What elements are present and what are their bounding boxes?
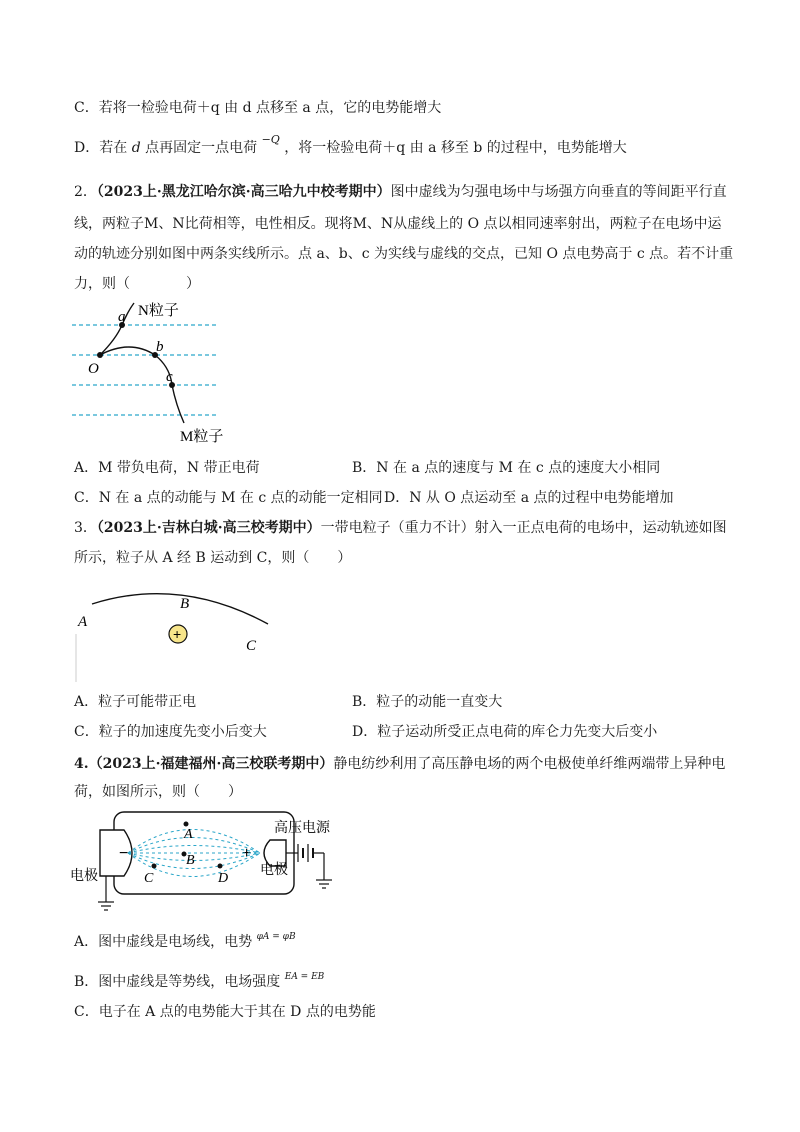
q2-option-b: B．N 在 a 点的速度与 M 在 c 点的速度大小相同 [352, 460, 661, 476]
q3-stem-text-1: 一带电粒子（重力不计）射入一正点电荷的电场中，运动轨迹如图 [320, 520, 727, 536]
q3-figure [70, 582, 290, 682]
q1-option-d-text-1: D．若在 [74, 140, 128, 156]
q4-label-c: C [144, 871, 154, 886]
q2-label-a: a [118, 309, 126, 325]
q3-label-b: B [180, 596, 190, 612]
q4-label-power-source: 高压电源 [274, 821, 330, 836]
q2-label-c: c [166, 369, 173, 385]
q4-point-c [152, 864, 157, 869]
q2-source: （2023上·黑龙江哈尔滨·高三哈九中校考期中） [96, 184, 391, 200]
q2-label-m-particle: M粒子 [180, 429, 224, 445]
q2-stem-line-2: 线，两粒子M、N比荷相等，电性相反。现将M、N从虚线上的 O 点以相同速率射出，两粒子在电场中运 [74, 216, 722, 232]
q1-option-d [74, 133, 627, 159]
q2-label-n-particle: N粒子 [138, 303, 179, 319]
q2-stem-line-4: 力，则（ ） [74, 276, 200, 292]
q2-point-o [97, 352, 103, 358]
q4-point-d [218, 864, 223, 869]
q1-option-d-point: d [131, 140, 141, 156]
q4-option-b-text: B．图中虚线是等势线，电场强度 [74, 974, 281, 990]
q3-stem-line-1 [74, 518, 727, 538]
q2-stem-line-1 [74, 182, 727, 202]
q3-option-a: A．粒子可能带正电 [74, 694, 197, 710]
q2-figure [60, 295, 260, 445]
q3-source: （2023上·吉林白城·高三校考期中） [96, 520, 321, 536]
q4-option-a-text: A．图中虚线是电场线，电势 [74, 934, 253, 950]
q3-label-c: C [246, 638, 257, 654]
q2-label-o: O [88, 361, 99, 377]
q4-figure [70, 808, 340, 918]
q3-number: 3． [74, 520, 97, 536]
q4-label-d: D [218, 871, 229, 886]
q4-number: 4. [74, 756, 89, 772]
q1-option-d-text-2: 点再固定一点电荷 [145, 140, 258, 156]
q2-label-b: b [156, 339, 164, 355]
q4-label-a: A [184, 827, 193, 842]
q4-stem-line-1 [74, 754, 725, 774]
q2-option-d: D．N 从 O 点运动至 a 点的过程中电势能增加 [384, 490, 674, 506]
q1-option-c: C．若将一检验电荷＋q 由 d 点移至 a 点，它的电势能增大 [74, 100, 442, 116]
q2-stem-text-1: 图中虚线为匀强电场中与场强方向垂直的等间距平行直 [390, 184, 727, 200]
q3-stem-line-2: 所示，粒子从 A 经 B 运动到 C，则（ ） [74, 550, 352, 566]
q2-option-c: C．N 在 a 点的动能与 M 在 c 点的动能一定相同 [74, 490, 383, 506]
q4-option-b-equation: EA = EB [284, 972, 325, 982]
q2-option-a: A．M 带负电荷，N 带正电荷 [74, 460, 260, 476]
q1-option-d-text-3: ，将一检验电荷＋q 由 a 移至 b 的过程中，电势能增大 [284, 140, 627, 156]
q4-option-b [74, 972, 324, 994]
q3-option-b: B．粒子的动能一直变大 [352, 694, 503, 710]
q4-plus-sign: + [242, 845, 252, 862]
q1-option-d-charge: −Q [261, 133, 280, 146]
q4-stem-text-1: 静电纺纱利用了高压静电场的两个电极使单纤维两端带上异种电 [333, 756, 726, 772]
q4-source: （2023上·福建福州·高三校联考期中） [88, 756, 334, 772]
q4-option-a [74, 932, 296, 954]
q4-stem-line-2: 荷，如图所示，则（ ） [74, 784, 242, 800]
q3-plus-sign: + [173, 626, 182, 642]
q2-number: 2． [74, 184, 97, 200]
q4-label-right-electrode: 电极 [260, 863, 288, 878]
q3-option-d: D．粒子运动所受正点电荷的库仑力先变大后变小 [352, 724, 658, 740]
q4-minus-sign: − [119, 845, 129, 862]
q4-label-b: B [186, 853, 195, 868]
q4-option-c: C．电子在 A 点的电势能大于其在 D 点的电势能 [74, 1004, 376, 1020]
q2-stem-line-3: 动的轨迹分别如图中两条实线所示。点 a、b、c 为实线与虚线的交点，已知 O 点电势高于 c 点。若不计重 [74, 246, 734, 262]
q3-option-c: C．粒子的加速度先变小后变大 [74, 724, 267, 740]
q4-point-a [184, 822, 189, 827]
q4-label-left-electrode: 电极 [70, 869, 98, 884]
q3-label-a: A [78, 614, 88, 630]
q4-option-a-equation: φA = φB [256, 932, 296, 942]
q4-field-line-3 [128, 846, 260, 854]
